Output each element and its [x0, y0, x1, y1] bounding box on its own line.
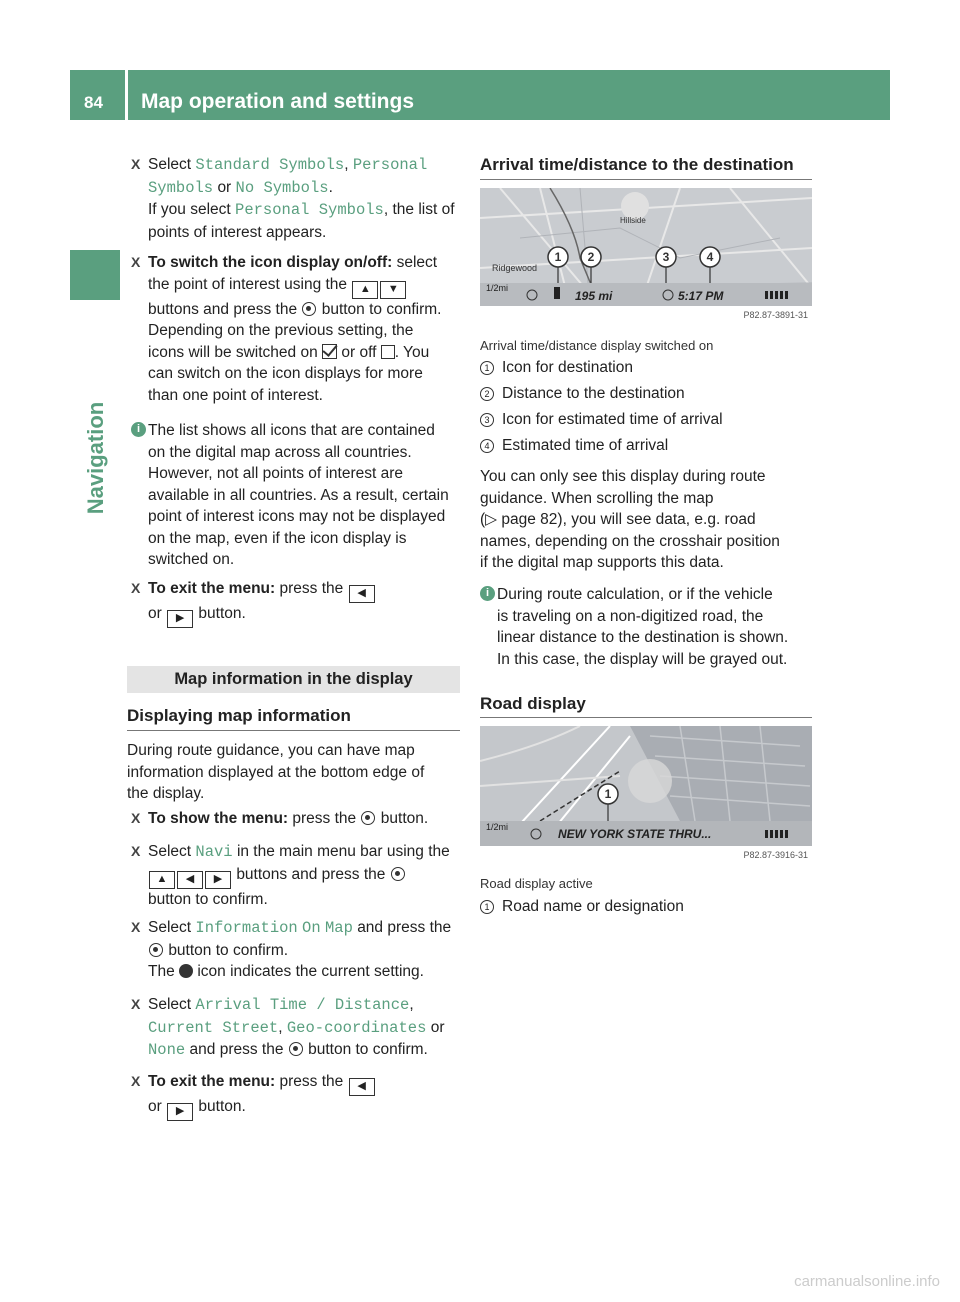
legend-item-4: 4 Estimated time of arrival	[480, 435, 668, 457]
heading-displaying-map-info: Displaying map information	[127, 706, 351, 725]
section-tab	[83, 401, 108, 515]
heading-rule	[480, 717, 812, 718]
option-personal-symbols-ref: Personal Symbols	[235, 201, 384, 219]
info-icon: i	[480, 586, 495, 601]
step-bullet: X	[131, 1073, 141, 1089]
map-scale: 1/2mi	[486, 822, 509, 832]
road-name: NEW YORK STATE THRU...	[558, 827, 712, 841]
option-no-symbols[interactable]: No Symbols	[235, 178, 329, 197]
map-distance: 195 mi	[575, 289, 613, 303]
side-block	[70, 250, 120, 300]
step-bullet: X	[131, 843, 141, 859]
step-bullet: X	[131, 580, 141, 596]
right-button-icon: ▶	[167, 610, 193, 628]
header-divider	[125, 70, 128, 122]
paragraph-route-guidance: You can only see this display during route guidance. When scrolling the map (▷ page 82), you will see data, e.g. road names, depending on the crosshair position if the digital map supports this data.	[480, 468, 780, 571]
callout-4: 4	[706, 250, 714, 264]
figure-caption-1: Arrival time/distance display switched on	[480, 338, 714, 353]
step-bullet: X	[131, 156, 141, 172]
ok-button-icon	[149, 943, 163, 957]
callout-1: 1	[604, 787, 612, 801]
place-hillside: Hillside	[620, 216, 646, 225]
note-route-calculation: i During route calculation, or if the vehicle is traveling on a non-digitized road, the linear distance to the destination is shown. In this case, the display will be grayed out.	[480, 584, 812, 670]
callout-2: 2	[587, 250, 595, 264]
step-select-symbols: X Select Standard Symbols, Personal Symbols or No Symbols. If you select Personal Symbols, the list of points of interest appears.	[131, 156, 455, 241]
figure-arrival-display	[480, 188, 812, 322]
menu-information[interactable]: Information	[195, 919, 298, 937]
left-button-icon: ◀	[349, 585, 375, 603]
map-scale: 1/2mi	[486, 283, 509, 293]
figure-caption-2: Road display active	[480, 876, 593, 891]
legend-road-item-1: 1 Road name or designation	[480, 896, 684, 918]
ok-button-icon	[391, 867, 405, 881]
step-switch-icon-display: X To switch the icon display on/off: select the point of interest using the ▲ ▼ buttons and press the button to confirm. Depending on the previous setting, the icons will be switched on or off . You can switch on the icon displays for more than one point of interest.	[131, 254, 442, 404]
step-show-menu: X To show the menu: press the button.	[131, 808, 464, 830]
radio-selected-icon	[179, 964, 193, 978]
legend-item-2: 2 Distance to the destination	[480, 383, 685, 405]
step-bullet: X	[131, 996, 141, 1012]
left-button-icon: ◀	[349, 1078, 375, 1096]
option-none[interactable]: None	[148, 1041, 186, 1059]
legend-item-1: 1 Icon for destination	[480, 357, 633, 379]
up-button-icon: ▲	[352, 281, 378, 299]
place-ridgewood: Ridgewood	[492, 263, 538, 273]
right-button-icon: ▶	[167, 1103, 193, 1121]
right-button-icon: ▶	[205, 871, 231, 889]
callout-1: 1	[554, 250, 562, 264]
option-personal-symbols[interactable]: Personal	[352, 156, 428, 174]
option-arrival-time-distance[interactable]: Arrival Time / Distance	[195, 996, 410, 1014]
option-geo-coordinates[interactable]: Geo-coordinates	[286, 1018, 427, 1037]
menu-navi[interactable]: Navi	[195, 843, 233, 861]
option-personal-symbols-cont[interactable]: Symbols	[148, 178, 214, 197]
intro-paragraph: During route guidance, you can have map information displayed at the bottom edge of the display.	[127, 742, 425, 802]
section-tab-label: Navigation	[83, 401, 108, 515]
legend-item-3: 3 Icon for estimated time of arrival	[480, 409, 723, 431]
heading-arrival-time: Arrival time/distance to the destination	[480, 155, 794, 174]
heading-rule	[127, 730, 460, 731]
ok-button-icon	[302, 302, 316, 316]
down-button-icon: ▼	[380, 281, 406, 299]
heading-rule	[480, 179, 812, 180]
option-standard-symbols[interactable]: Standard Symbols	[195, 156, 345, 174]
menu-map[interactable]: Map	[324, 919, 353, 937]
figure-road-display	[480, 726, 812, 862]
page-number: 84	[84, 93, 103, 112]
menu-on[interactable]: On	[302, 919, 321, 937]
ok-button-icon	[289, 1042, 303, 1056]
map-arrival-time: 5:17 PM	[678, 289, 724, 303]
step-bullet: X	[131, 919, 141, 935]
destination-flag-icon	[554, 287, 560, 299]
option-current-street[interactable]: Current Street	[148, 1018, 279, 1037]
step-exit-menu-2: X To exit the menu: press the ◀ or ▶ button.	[131, 1071, 464, 1121]
up-button-icon: ▲	[149, 871, 175, 889]
footer-watermark: carmanualsonline.info	[794, 1272, 940, 1290]
map-screenshot	[480, 188, 812, 322]
ok-button-icon	[361, 811, 375, 825]
map-screenshot-road	[480, 726, 812, 862]
step-bullet: X	[131, 254, 141, 270]
left-button-icon: ◀	[177, 871, 203, 889]
checkbox-checked-icon	[322, 344, 337, 359]
section-banner: Map information in the display	[127, 666, 460, 693]
info-icon: i	[131, 422, 146, 437]
step-exit-menu-1: X To exit the menu: press the ◀ or ▶ button.	[131, 578, 464, 628]
note-poi-availability: i The list shows all icons that are contained on the digital map across all countries. However, not all points of interest are available in all countries. As a result, certain point of interest icons may not be displayed on the map, even if the icon display is switched on.	[131, 420, 464, 571]
checkbox-empty-icon	[381, 345, 395, 359]
figure-code: P82.87-3891-31	[743, 310, 808, 320]
callout-3: 3	[662, 250, 670, 264]
page-title: Map operation and settings	[141, 90, 415, 113]
figure-code: P82.87-3916-31	[743, 850, 808, 860]
step-bullet: X	[131, 810, 141, 826]
step-select-display-option: X Select Arrival Time / Distance, Current Street, Geo-coordinates or None and press the button to confirm.	[131, 996, 445, 1059]
step-select-navi: X Select Navi in the main menu bar using the ▲ ◀ ▶ buttons and press the button to confirm.	[131, 843, 450, 908]
heading-road-display: Road display	[480, 694, 586, 713]
step-select-information: X Select Information On Map and press the button to confirm. The icon indicates the current setting.	[131, 919, 452, 980]
